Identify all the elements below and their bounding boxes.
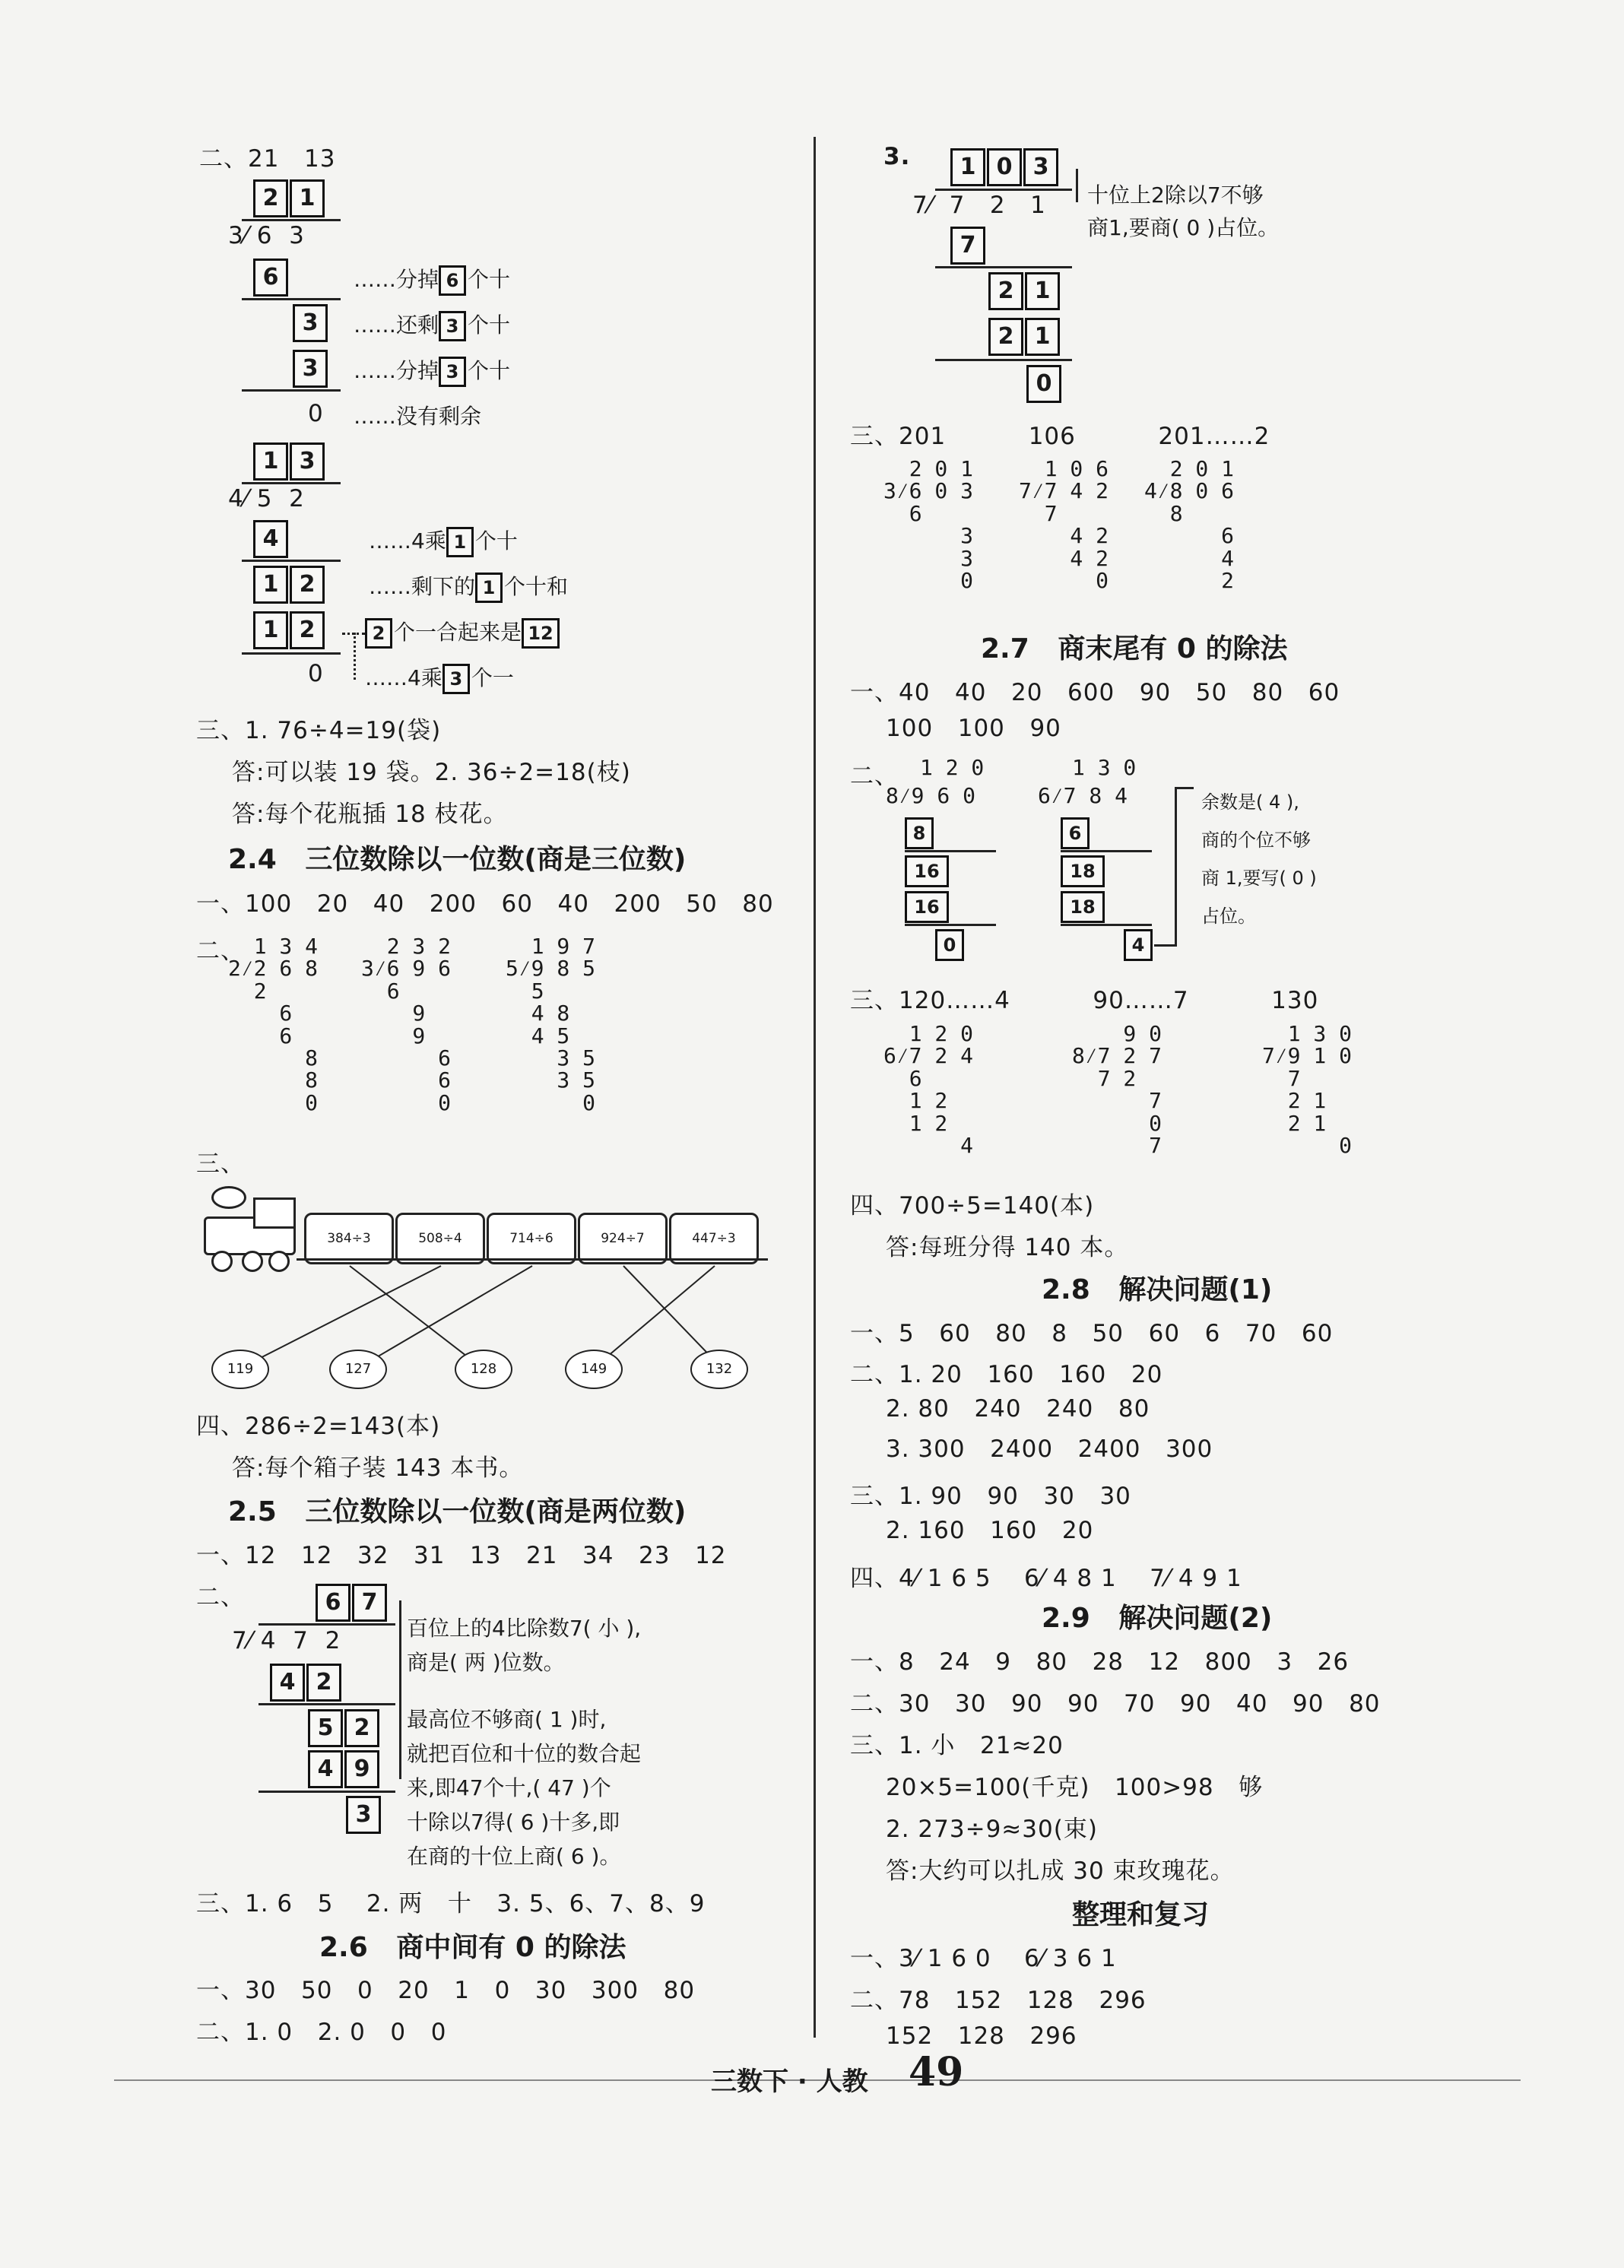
h26-a2: 二、1. 0 2. 0 0 0	[196, 2019, 447, 2046]
note: 最高位不够商( 1 )时,	[407, 1707, 607, 1732]
rule	[1061, 924, 1152, 926]
h28-a1: 一、5 60 80 8 50 60 6 70 60	[850, 1320, 1334, 1347]
quotient-boxes	[950, 148, 1060, 186]
note	[369, 570, 568, 603]
h27-a1b: 100 100 90	[886, 715, 1061, 742]
note-text: 个十	[468, 312, 511, 338]
long-division: 2 3 2 3⁄6 9 6 6 9 9 6 6 0	[361, 934, 452, 1115]
section-heading-2-9: 2.9 解决问题(2)	[1042, 1603, 1273, 1634]
box: 12	[522, 618, 560, 649]
note-text: ……分掉	[354, 267, 439, 292]
result-oval: 132	[690, 1350, 748, 1389]
section-heading-2-5: 2.5 三位数除以一位数(商是两位数)	[228, 1496, 687, 1527]
note-text: ……还剩	[354, 312, 439, 338]
note	[342, 616, 561, 649]
h28-a2-2: 2. 80 240 240 80	[886, 1395, 1150, 1423]
note: 占位。	[1201, 906, 1256, 927]
note-text: 个十	[468, 358, 511, 383]
box: 6	[1061, 817, 1090, 849]
long-division: 2 0 1 4⁄8 0 6 8 6 4 2	[1144, 456, 1235, 593]
box: 4	[1124, 929, 1153, 961]
dividend-2: 4⁄ 5 2	[228, 485, 305, 512]
box: 3	[439, 357, 466, 387]
h29-a3-2: 20×5=100(千克) 100>98 够	[886, 1774, 1264, 1801]
h25-a2-label: 二、	[196, 1584, 245, 1611]
h29-a2: 二、30 30 90 90 70 90 40 90 80	[850, 1690, 1381, 1718]
long-division: 1 0 6 7⁄7 4 2 7 4 2 4 2 0	[1019, 456, 1109, 593]
rule	[1061, 850, 1152, 852]
rule	[242, 298, 341, 300]
box: 6	[253, 259, 288, 297]
h27-a4-2: 答:每班分得 140 本。	[886, 1234, 1129, 1261]
note-text: ……4乘	[369, 528, 446, 554]
quotient-boxes	[316, 1584, 389, 1622]
rule	[259, 1791, 395, 1793]
long-division: 1 3 0 7⁄9 1 0 7 2 1 2 1 0	[1262, 1021, 1353, 1158]
box: 18	[1061, 855, 1105, 887]
box: 1	[446, 527, 474, 557]
result-oval: 127	[329, 1350, 387, 1389]
h28-a2-3: 3. 300 2400 2400 300	[886, 1435, 1213, 1463]
pointer	[1076, 169, 1078, 202]
h24-a1: 一、100 20 40 200 60 40 200 50 80	[196, 890, 774, 918]
note: 商的个位不够	[1201, 829, 1311, 851]
h29-a1: 一、8 24 9 80 28 12 800 3 26	[850, 1648, 1350, 1676]
remainder: 0	[308, 660, 324, 687]
note-text: ……剩下的	[369, 574, 476, 599]
divide-bar	[259, 1623, 395, 1626]
section-heading-2-4: 2.4 三位数除以一位数(商是三位数)	[228, 844, 687, 875]
box: 1	[1025, 318, 1060, 356]
rule	[242, 560, 341, 562]
divide-bar	[242, 482, 341, 484]
train-car: 714÷6	[487, 1213, 576, 1264]
long-division: 2 0 1 3⁄6 0 3 6 3 3 0	[883, 456, 974, 593]
box: 5	[308, 1709, 343, 1747]
bracket-foot	[1154, 944, 1175, 947]
box: 2	[988, 318, 1023, 356]
h24-a3-label: 三、	[196, 1150, 245, 1178]
box: 6	[439, 265, 466, 296]
quotient-boxes-2	[253, 442, 326, 481]
note	[354, 309, 510, 341]
section-heading-2-8: 2.8 解决问题(1)	[1042, 1274, 1273, 1305]
note-text: 个十	[468, 267, 511, 292]
bracket-arrow	[1175, 787, 1194, 789]
dividend: 7⁄ 4 7 2	[232, 1627, 341, 1654]
box: 3	[293, 304, 328, 342]
h27-a2-label: 二、	[850, 763, 899, 790]
box: 3	[290, 442, 325, 481]
box: 1	[253, 566, 288, 604]
box: 1	[950, 148, 985, 186]
box: 0	[1026, 365, 1061, 403]
quotient-boxes-1	[253, 179, 326, 217]
train-car: 924÷7	[578, 1213, 668, 1264]
s3-line2: 答:可以装 19 袋。2. 36÷2=18(枝)	[232, 759, 631, 786]
note: 就把百位和十位的数合起	[407, 1741, 642, 1766]
box: 0	[987, 148, 1022, 186]
section-heading-2-7: 2.7 商末尾有 0 的除法	[981, 633, 1288, 665]
section-heading-2-6: 2.6 商中间有 0 的除法	[319, 1932, 626, 1963]
long-division: 9 0 8⁄7 2 7 7 2 7 0 7	[1072, 1021, 1162, 1158]
long-division: 1 2 0 6⁄7 2 4 6 1 2 1 2 4	[883, 1021, 974, 1158]
box: 6	[316, 1584, 350, 1622]
train-locomotive-icon	[189, 1186, 295, 1270]
h24-a2-label: 二、	[196, 937, 245, 965]
s3-line3: 答:每个花瓶插 18 枝花。	[232, 801, 508, 828]
note: 商1,要商( 0 )占位。	[1087, 215, 1280, 240]
note	[354, 263, 510, 296]
box: 1	[1025, 272, 1060, 310]
note: 百位上的4比除数7( 小 ),	[407, 1616, 642, 1641]
dotted-link	[354, 633, 358, 680]
s2-2-heading: 二、21 13	[199, 145, 336, 173]
box: 3	[1023, 148, 1058, 186]
long-division: 1 3 4 2⁄2 6 8 2 6 6 8 8 0	[228, 934, 319, 1115]
dividend: 7⁄ 7 2 1	[912, 192, 1046, 219]
box: 2	[306, 1664, 341, 1702]
box: 4	[270, 1664, 305, 1702]
box: 2	[253, 179, 288, 217]
dividend-1: 3⁄ 6 3	[228, 222, 305, 249]
dividend: 8⁄9 6 0	[886, 783, 975, 808]
note: 十位上2除以7不够	[1087, 182, 1264, 208]
rail	[297, 1258, 768, 1261]
s3-line1: 三、1. 76÷4=19(袋)	[196, 717, 442, 744]
h28-a2-1: 二、1. 20 160 160 20	[850, 1361, 1163, 1388]
h28-a3-2: 2. 160 160 20	[886, 1517, 1094, 1544]
box: 3	[293, 350, 328, 388]
result-oval: 128	[455, 1350, 512, 1389]
box: 3	[439, 311, 466, 341]
h27-a4-1: 四、700÷5=140(本)	[850, 1192, 1095, 1220]
note: 十除以7得( 6 )十多,即	[407, 1810, 620, 1835]
h25-a1: 一、12 12 32 31 13 21 34 23 12	[196, 1542, 727, 1569]
q3-label: 3.	[883, 143, 911, 170]
quotient: 1 2 0	[920, 755, 985, 780]
box: 9	[344, 1750, 379, 1788]
box: 3	[442, 664, 470, 694]
train-car: 508÷4	[395, 1213, 485, 1264]
note: 在商的十位上商( 6 )。	[407, 1844, 621, 1869]
box: 16	[905, 891, 949, 923]
box: 2	[988, 272, 1023, 310]
box: 2	[365, 618, 392, 649]
rule	[935, 266, 1072, 268]
h28-a4: 四、4⁄ 1 6 5 6⁄ 4 8 1 7⁄ 4 9 1	[850, 1565, 1242, 1592]
h28-a3-1: 三、1. 90 90 30 30	[850, 1483, 1131, 1510]
long-division: 1 9 7 5⁄9 8 5 5 4 8 4 5 3 5 3 5 0	[506, 934, 596, 1115]
dividend: 6⁄7 8 4	[1038, 783, 1128, 808]
h29-a3-4: 答:大约可以扎成 30 束玫瑰花。	[886, 1857, 1235, 1885]
h25-a3: 三、1. 6 5 2. 两 十 3. 5、6、7、8、9	[196, 1890, 706, 1917]
box: 4	[253, 520, 288, 558]
remainder: 0	[308, 400, 324, 427]
box: 2	[344, 1709, 379, 1747]
box: 1	[253, 611, 288, 649]
note-text: 个一合起来是	[394, 620, 522, 645]
note-text: 个十和	[504, 574, 569, 599]
rule	[905, 850, 996, 852]
page-number: 49	[909, 2049, 964, 2095]
note: 商 1,要写( 0 )	[1201, 868, 1317, 889]
h29-a3-3: 2. 273÷9≈30(束)	[886, 1816, 1098, 1843]
note	[354, 354, 510, 387]
note: 来,即47个十,( 47 )个	[407, 1775, 611, 1800]
hz-a2-2: 152 128 296	[886, 2022, 1077, 2050]
rule	[259, 1703, 395, 1705]
note	[365, 661, 514, 694]
h26-a1: 一、30 50 0 20 1 0 30 300 80	[196, 1977, 696, 2004]
result-oval: 149	[565, 1350, 623, 1389]
note	[369, 525, 518, 557]
result-oval: 119	[211, 1350, 269, 1389]
note: ……没有剩余	[354, 404, 482, 429]
column-divider	[814, 137, 816, 2038]
box: 1	[475, 573, 503, 603]
box: 2	[290, 566, 325, 604]
bracket	[1175, 787, 1177, 947]
box: 7	[950, 227, 985, 265]
box: 16	[905, 855, 949, 887]
footer-label: 三数下 · 人教	[711, 2067, 868, 2097]
box: 4	[308, 1750, 343, 1788]
box: 1	[253, 442, 288, 481]
bracket	[399, 1600, 401, 1779]
note-text: 个一	[471, 665, 514, 690]
note-text: ……4乘	[365, 665, 442, 690]
quotient: 1 3 0	[1072, 755, 1137, 780]
divide-bar	[242, 219, 341, 221]
train-car: 384÷3	[304, 1213, 394, 1264]
s3-head: 三、201 106 201……2	[850, 423, 1270, 450]
h27-a3-head: 三、120……4 90……7 130	[850, 987, 1319, 1014]
train-car: 447÷3	[669, 1213, 759, 1264]
rule	[242, 652, 341, 655]
h24-a4-1: 四、286÷2=143(本)	[196, 1413, 441, 1440]
box: 8	[905, 817, 934, 849]
note-text: ……分掉	[354, 358, 439, 383]
box: 0	[935, 929, 964, 961]
box: 18	[1061, 891, 1105, 923]
note-text: 个十	[474, 528, 518, 554]
note: 余数是( 4 ),	[1201, 791, 1299, 813]
note: 商是( 两 )位数。	[407, 1650, 565, 1675]
h27-a1: 一、40 40 20 600 90 50 80 60	[850, 679, 1340, 706]
hz-a1: 一、3⁄ 1 6 0 6⁄ 3 6 1	[850, 1945, 1117, 1972]
box: 2	[290, 611, 325, 649]
section-heading-review: 整理和复习	[1072, 1899, 1210, 1930]
hz-a2-1: 二、78 152 128 296	[850, 1987, 1147, 2014]
rule	[242, 389, 341, 392]
box: 7	[352, 1584, 387, 1622]
h29-a3-1: 三、1. 小 21≈20	[850, 1732, 1064, 1759]
box: 3	[346, 1796, 381, 1834]
rule	[905, 924, 996, 926]
box: 1	[290, 179, 325, 217]
h24-a4-2: 答:每个箱子装 143 本书。	[232, 1454, 524, 1482]
divide-bar	[935, 189, 1072, 191]
rule	[935, 359, 1072, 361]
